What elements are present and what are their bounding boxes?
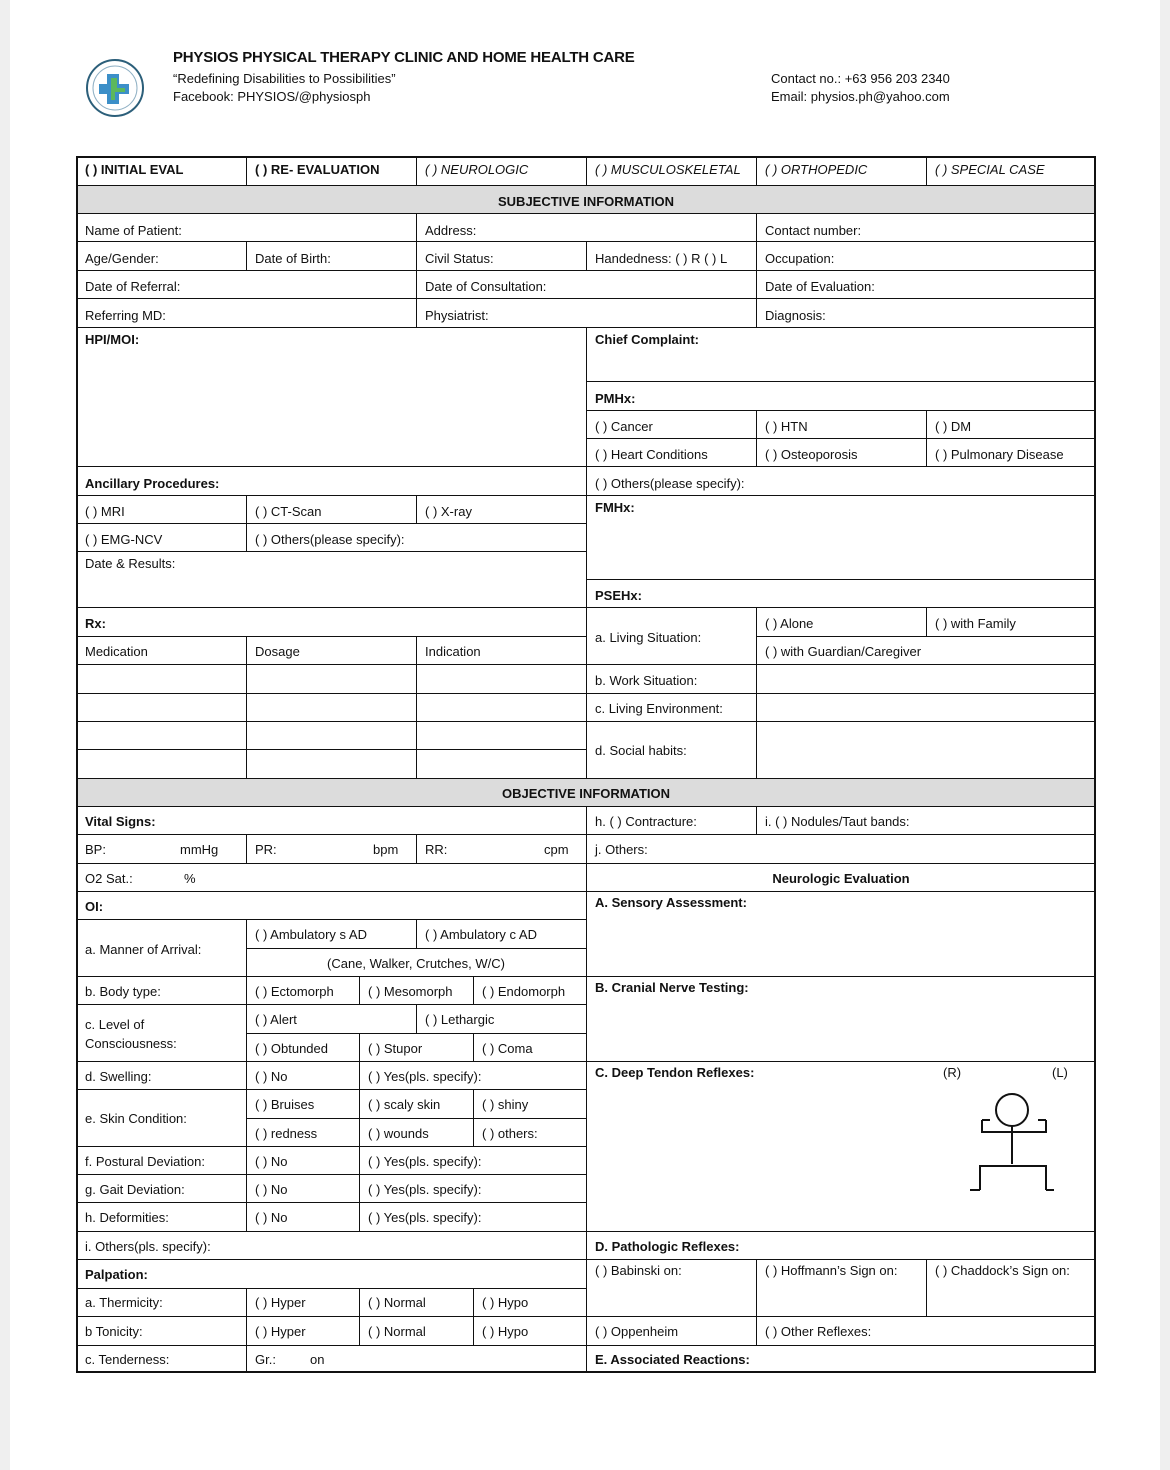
thermicity-hyper-option[interactable]: ( ) Hyper (255, 1295, 306, 1310)
skin-condition-label: e. Skin Condition: (85, 1111, 187, 1126)
associated-reactions-field[interactable]: E. Associated Reactions: (595, 1352, 750, 1367)
obtunded-option[interactable]: ( ) Obtunded (255, 1041, 328, 1056)
wounds-option[interactable]: ( ) wounds (368, 1126, 429, 1141)
cranial-nerve-field[interactable]: B. Cranial Nerve Testing: (595, 980, 749, 995)
deformities-yes-option[interactable]: ( ) Yes(pls. specify): (368, 1210, 482, 1225)
tenderness-on-field[interactable]: on (310, 1352, 325, 1367)
mesomorph-option[interactable]: ( ) Mesomorph (368, 984, 453, 999)
special-case-option[interactable]: ( ) SPECIAL CASE (935, 162, 1045, 177)
contracture-option[interactable]: h. ( ) Contracture: (595, 814, 697, 829)
others-j-field[interactable]: j. Others: (595, 842, 648, 857)
subjective-heading: SUBJECTIVE INFORMATION (498, 194, 674, 209)
bp-field[interactable]: BP: (85, 842, 106, 857)
vital-signs-label: Vital Signs: (85, 814, 156, 829)
objective-heading: OBJECTIVE INFORMATION (501, 786, 671, 801)
chaddock-option[interactable]: ( ) Chaddock’s Sign on: (935, 1263, 1070, 1278)
ancillary-others-option[interactable]: ( ) Others(please specify): (255, 532, 405, 547)
pmhx-label: PMHx: (595, 391, 636, 406)
neurologic-option[interactable]: ( ) NEUROLOGIC (425, 162, 529, 177)
alert-option[interactable]: ( ) Alert (255, 1012, 297, 1027)
hoffmann-option[interactable]: ( ) Hoffmann’s Sign on: (765, 1263, 898, 1278)
loc-label-line1: c. Level of (85, 1017, 145, 1032)
chief-complaint-field[interactable]: Chief Complaint: (595, 332, 699, 347)
ancillary-label: Ancillary Procedures: (85, 476, 220, 491)
pmhx-cancer-option[interactable]: ( ) Cancer (595, 419, 653, 434)
pr-unit: bpm (373, 842, 399, 857)
pathologic-reflexes-label: D. Pathologic Reflexes: (595, 1239, 740, 1254)
psehx-label: PSEHx: (595, 588, 642, 603)
living-family-option[interactable]: ( ) with Family (935, 616, 1016, 631)
pmhx-osteoporosis-option[interactable]: ( ) Osteoporosis (765, 447, 858, 462)
clinic-tagline: “Redefining Disabilities to Possibilities” (173, 71, 396, 86)
sensory-assessment-field[interactable]: A. Sensory Assessment: (595, 895, 747, 910)
babinski-option[interactable]: ( ) Babinski on: (595, 1263, 682, 1278)
social-habits-field[interactable]: d. Social habits: (595, 743, 687, 758)
other-reflexes-option[interactable]: ( ) Other Reflexes: (765, 1324, 872, 1339)
skin-others-option[interactable]: ( ) others: (482, 1126, 538, 1141)
ectomorph-option[interactable]: ( ) Ectomorph (255, 984, 334, 999)
civil-status-field[interactable]: Civil Status: (425, 251, 494, 266)
dtr-right-label: (R) (943, 1065, 962, 1080)
swelling-no-option[interactable]: ( ) No (255, 1069, 288, 1084)
lethargic-option[interactable]: ( ) Lethargic (425, 1012, 495, 1027)
living-guardian-option[interactable]: ( ) with Guardian/Caregiver (765, 644, 922, 659)
age-gender-field[interactable]: Age/Gender: (85, 251, 159, 266)
shiny-option[interactable]: ( ) shiny (482, 1097, 529, 1112)
tenderness-grade-field[interactable]: Gr.: (255, 1352, 276, 1367)
palpation-label: Palpation: (85, 1267, 148, 1282)
occupation-field[interactable]: Occupation: (765, 251, 835, 266)
assistive-devices-text: (Cane, Walker, Crutches, W/C) (327, 956, 505, 971)
pmhx-pulmonary-option[interactable]: ( ) Pulmonary Disease (935, 447, 1064, 462)
dosage-header: Dosage (255, 644, 300, 659)
pr-field[interactable]: PR: (255, 842, 277, 857)
date-results-field[interactable]: Date & Results: (85, 556, 176, 571)
tenderness-label: c. Tenderness: (85, 1352, 170, 1367)
bruises-option[interactable]: ( ) Bruises (255, 1097, 315, 1112)
swelling-yes-option[interactable]: ( ) Yes(pls. specify): (368, 1069, 482, 1084)
pmhx-others-option[interactable]: ( ) Others(please specify): (595, 476, 745, 491)
o2-unit: % (184, 871, 196, 886)
pmhx-heart-option[interactable]: ( ) Heart Conditions (595, 447, 708, 462)
stupor-option[interactable]: ( ) Stupor (368, 1041, 423, 1056)
email-address: Email: physios.ph@yahoo.com (771, 89, 950, 104)
living-situation-label: a. Living Situation: (595, 630, 702, 645)
contact-number-field[interactable]: Contact number: (765, 223, 862, 238)
patient-name-field[interactable]: Name of Patient: (85, 223, 182, 238)
mri-option[interactable]: ( ) MRI (85, 504, 125, 519)
bp-unit: mmHg (180, 842, 219, 857)
tonicity-hyper-option[interactable]: ( ) Hyper (255, 1324, 306, 1339)
date-of-birth-field[interactable]: Date of Birth: (255, 251, 331, 266)
pmhx-htn-option[interactable]: ( ) HTN (765, 419, 808, 434)
scaly-skin-option[interactable]: ( ) scaly skin (368, 1097, 441, 1112)
dtr-left-label: (L) (1052, 1065, 1068, 1080)
oppenheim-option[interactable]: ( ) Oppenheim (595, 1324, 679, 1339)
pmhx-dm-option[interactable]: ( ) DM (935, 419, 972, 434)
coma-option[interactable]: ( ) Coma (482, 1041, 533, 1056)
xray-option[interactable]: ( ) X-ray (425, 504, 472, 519)
living-alone-option[interactable]: ( ) Alone (765, 616, 814, 631)
hpi-moi-field[interactable]: HPI/MOI: (85, 332, 140, 347)
tonicity-normal-option[interactable]: ( ) Normal (368, 1324, 426, 1339)
stick-figure-icon (966, 1090, 1054, 1194)
tonicity-hypo-option[interactable]: ( ) Hypo (482, 1324, 529, 1339)
postural-deviation-label: f. Postural Deviation: (85, 1154, 205, 1169)
o2-sat-field[interactable]: O2 Sat.: (85, 871, 133, 886)
swelling-label: d. Swelling: (85, 1069, 152, 1084)
re-evaluation-option[interactable]: ( ) RE- EVALUATION (255, 162, 380, 177)
living-environment-field[interactable]: c. Living Environment: (595, 701, 723, 716)
clinic-name: PHYSIOS PHYSICAL THERAPY CLINIC AND HOME HEALTH CARE (173, 49, 635, 66)
nodules-option[interactable]: i. ( ) Nodules/Taut bands: (765, 814, 910, 829)
thermicity-label: a. Thermicity: (85, 1295, 163, 1310)
redness-option[interactable]: ( ) redness (255, 1126, 318, 1141)
work-situation-field[interactable]: b. Work Situation: (595, 673, 698, 688)
physiatrist-field[interactable]: Physiatrist: (425, 308, 489, 323)
emg-ncv-option[interactable]: ( ) EMG-NCV (85, 532, 163, 547)
thermicity-normal-option[interactable]: ( ) Normal (368, 1295, 426, 1310)
fmhx-field[interactable]: FMHx: (595, 500, 635, 515)
initial-eval-option[interactable]: ( ) INITIAL EVAL (85, 162, 184, 177)
facebook-handle: Facebook: PHYSIOS/@physiosph (173, 89, 371, 104)
ambulatory-c-ad-option[interactable]: ( ) Ambulatory c AD (425, 927, 537, 942)
rr-unit: cpm (544, 842, 569, 857)
contact-number: Contact no.: +63 956 203 2340 (771, 71, 950, 86)
body-type-label: b. Body type: (85, 984, 161, 999)
diagnosis-field[interactable]: Diagnosis: (765, 308, 826, 323)
tonicity-label: b Tonicity: (85, 1324, 143, 1339)
address-field[interactable]: Address: (425, 223, 477, 238)
dtr-label: C. Deep Tendon Reflexes: (595, 1065, 755, 1080)
gait-no-option[interactable]: ( ) No (255, 1182, 288, 1197)
ct-scan-option[interactable]: ( ) CT-Scan (255, 504, 322, 519)
loc-label-line2: Consciousness: (85, 1036, 177, 1051)
thermicity-hypo-option[interactable]: ( ) Hypo (482, 1295, 529, 1310)
deformities-no-option[interactable]: ( ) No (255, 1210, 288, 1225)
others-i-field[interactable]: i. Others(pls. specify): (85, 1239, 211, 1254)
endomorph-option[interactable]: ( ) Endomorph (482, 984, 566, 999)
handedness-field[interactable]: Handedness: ( ) R ( ) L (595, 251, 728, 266)
indication-header: Indication (425, 644, 481, 659)
rr-field[interactable]: RR: (425, 842, 448, 857)
deformities-label: h. Deformities: (85, 1210, 169, 1225)
medication-header: Medication (85, 644, 148, 659)
postural-no-option[interactable]: ( ) No (255, 1154, 288, 1169)
manner-of-arrival-label: a. Manner of Arrival: (85, 942, 202, 957)
date-of-evaluation-field[interactable]: Date of Evaluation: (765, 279, 875, 294)
rx-label: Rx: (85, 616, 106, 631)
date-of-referral-field[interactable]: Date of Referral: (85, 279, 181, 294)
oi-label: OI: (85, 899, 104, 914)
neurologic-eval-title: Neurologic Evaluation (772, 871, 910, 886)
musculoskeletal-option[interactable]: ( ) MUSCULOSKELETAL (595, 162, 741, 177)
orthopedic-option[interactable]: ( ) ORTHOPEDIC (765, 162, 868, 177)
ambulatory-s-ad-option[interactable]: ( ) Ambulatory s AD (255, 927, 367, 942)
gait-deviation-label: g. Gait Deviation: (85, 1182, 185, 1197)
referring-md-field[interactable]: Referring MD: (85, 308, 166, 323)
gait-yes-option[interactable]: ( ) Yes(pls. specify): (368, 1182, 482, 1197)
clinic-logo-icon (85, 58, 145, 118)
postural-yes-option[interactable]: ( ) Yes(pls. specify): (368, 1154, 482, 1169)
date-of-consultation-field[interactable]: Date of Consultation: (425, 279, 547, 294)
